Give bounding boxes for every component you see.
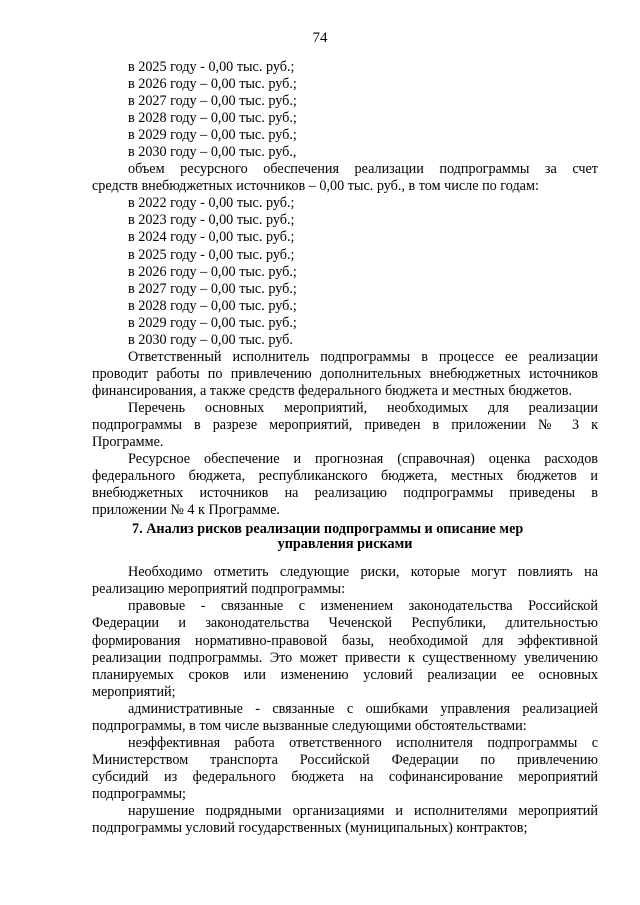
paragraph-line: неэффективная работа ответственного исполнителя подпрограммы с (128, 734, 598, 751)
paragraph-line: планируемых сроков или изменению условий реализации ее основных (92, 666, 598, 683)
paragraph-line: Ресурсное обеспечение и прогнозная (справочная) оценка расходов (128, 451, 598, 468)
paragraph-admin-risks (92, 701, 598, 735)
paragraph-line: нарушение подрядными организациями и исполнителями мероприятий (128, 802, 598, 819)
list-item: в 2026 году – 0,00 тыс. руб.; (128, 76, 297, 93)
paragraph-line: объем ресурсного обеспечения реализации подпрограммы за счет (128, 161, 598, 178)
list-item: в 2028 году – 0,00 тыс. руб.; (128, 110, 297, 127)
paragraph-line: подпрограммы; (92, 785, 186, 802)
paragraph-executor (92, 349, 598, 400)
list-item: в 2026 году – 0,00 тыс. руб.; (128, 263, 297, 280)
paragraph-ineffective-work (92, 735, 598, 803)
list-item: в 2024 году - 0,00 тыс. руб.; (128, 229, 295, 246)
paragraph-line: приложении № 4 к Программе. (92, 502, 280, 519)
heading-line: управления рисками (277, 536, 413, 553)
list-item: в 2022 году - 0,00 тыс. руб.; (128, 195, 295, 212)
paragraph-risks-intro (92, 564, 598, 598)
paragraph-line: проводит работы по привлечению дополнительных внебюджетных источников (92, 365, 598, 382)
paragraph-line: мероприятий; (92, 683, 176, 700)
paragraph-legal-risks (92, 598, 598, 700)
paragraph-extrabudget-funding (92, 161, 598, 195)
paragraph-line: административные - связанные с ошибками управления реализацией (128, 700, 598, 717)
list-item: в 2029 году – 0,00 тыс. руб.; (128, 127, 297, 144)
paragraph-line: подпрограммы, в том числе вызванные следующими обстоятельствами: (92, 717, 527, 734)
paragraph-resource-provision (92, 451, 598, 519)
paragraph-line: финансирования, а также средств федерального бюджета и местных бюджетов. (92, 382, 573, 399)
paragraph-line: Федерации и законодательства Чеченской Республики, длительностью (92, 615, 598, 632)
paragraph-line: реализацию мероприятий подпрограммы: (92, 581, 346, 598)
funding-by-year-list-b (92, 195, 598, 348)
list-item: в 2025 году - 0,00 тыс. руб.; (128, 59, 295, 75)
funding-by-year-list-a (92, 59, 598, 161)
list-item: в 2027 году – 0,00 тыс. руб.; (128, 280, 297, 297)
list-item: в 2025 году - 0,00 тыс. руб.; (128, 246, 295, 263)
paragraph-line: федерального бюджета, республиканского бюджета, местных бюджетов и (92, 468, 598, 485)
list-item: в 2030 году – 0,00 тыс. руб., (128, 144, 297, 161)
paragraph-line: средств внебюджетных источников – 0,00 тыс. руб., в том числе по годам: (92, 178, 539, 195)
list-item: в 2023 году - 0,00 тыс. руб.; (128, 212, 295, 229)
paragraph-line: правовые - связанные с изменением законодательства Российской (128, 598, 598, 615)
list-item: в 2028 году – 0,00 тыс. руб.; (128, 297, 297, 314)
paragraph-line: формирования нормативно-правовой базы, необходимой для эффективной (92, 632, 598, 649)
paragraph-activities-list (92, 400, 598, 451)
paragraph-line: субсидий из федерального бюджета на софинансирование мероприятий (92, 768, 598, 785)
paragraph-line: подпрограммы условий государственных (муниципальных) контрактов; (92, 820, 528, 837)
paragraph-line: реализации подпрограммы. Это может привести к существенному увеличению (92, 649, 598, 666)
section-heading (92, 521, 598, 553)
paragraph-line: подпрограммы в разрезе мероприятий, приведен в приложении № 3 к (92, 416, 598, 433)
heading-line: 7. Анализ рисков реализации подпрограммы и описание мер (132, 521, 524, 538)
page-number: 74 (312, 30, 328, 46)
paragraph-line: Ответственный исполнитель подпрограммы в процессе ее реализации (128, 348, 598, 365)
document-body (92, 59, 598, 837)
paragraph-line: Необходимо отметить следующие риски, которые могут повлиять на (128, 564, 598, 581)
paragraph-line: Министерством транспорта Российской Федерации по привлечению (92, 751, 598, 768)
list-item: в 2030 году – 0,00 тыс. руб. (128, 331, 293, 348)
paragraph-line: Перечень основных мероприятий, необходимых для реализации (128, 399, 598, 416)
paragraph-line: внебюджетных источников на реализацию подпрограммы приведены в (92, 485, 598, 502)
paragraph-contract-violation (92, 803, 598, 837)
list-item: в 2027 году – 0,00 тыс. руб.; (128, 93, 297, 110)
list-item: в 2029 году – 0,00 тыс. руб.; (128, 314, 297, 331)
paragraph-line: Программе. (92, 434, 164, 451)
